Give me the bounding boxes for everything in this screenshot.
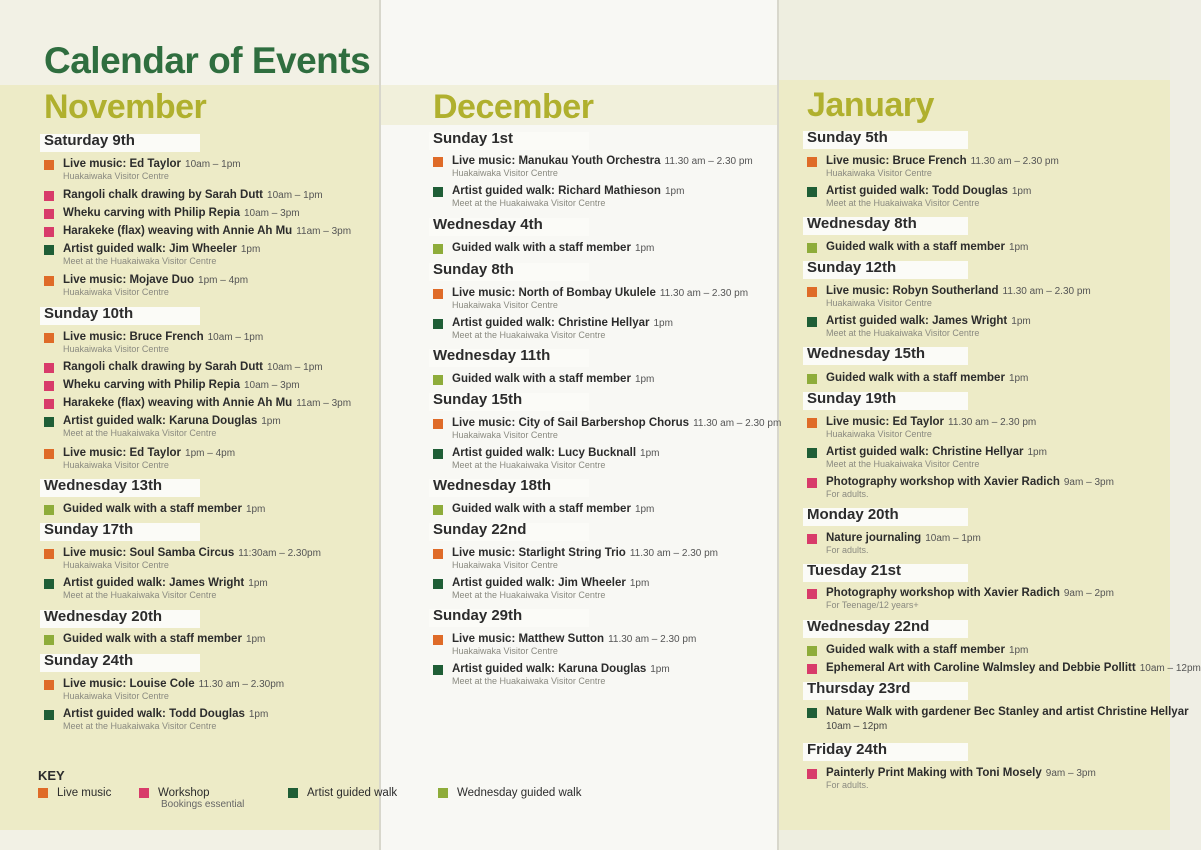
live-marker-icon	[44, 680, 54, 690]
event-title: Ephemeral Art with Caroline Walmsley and Debbie Pollitt	[826, 662, 1136, 674]
event-text	[63, 447, 235, 459]
event-time: 11.30 am – 2.30 pm	[948, 417, 1037, 428]
event-text	[826, 285, 1091, 297]
event-title: Nature journaling	[826, 532, 922, 544]
month-heading: January	[807, 86, 934, 124]
event-title: Guided walk with a staff member	[826, 372, 1005, 384]
live-marker-icon	[433, 289, 443, 299]
event-text	[826, 767, 1096, 779]
live-marker-icon	[44, 449, 54, 459]
event-time: 11.30 am – 2.30 pm	[693, 418, 782, 429]
event-title: Live music: Mojave Duo	[63, 274, 195, 286]
event-text	[63, 158, 241, 170]
event-text	[63, 207, 300, 219]
art-marker-icon	[433, 579, 443, 589]
walk-marker-icon	[807, 374, 817, 384]
event-location: Huakaiwaka Visitor Centre	[826, 298, 932, 308]
day-heading: Saturday 9th	[44, 132, 135, 149]
event-text	[826, 446, 1047, 458]
event-text	[63, 361, 323, 373]
page-title: Calendar of Events	[44, 40, 371, 81]
live-marker-icon	[433, 549, 443, 559]
event-title: Photography workshop with Xavier Radich	[826, 476, 1060, 488]
work-marker-icon	[44, 399, 54, 409]
day-heading: Wednesday 8th	[807, 215, 917, 232]
event-text	[63, 331, 263, 343]
day-heading: Monday 20th	[807, 506, 899, 523]
event-text	[452, 577, 649, 589]
event-text	[63, 415, 281, 427]
event-title: Painterly Print Making with Toni Mosely	[826, 767, 1042, 779]
event-text	[826, 587, 1114, 599]
event-time: 10am – 1pm	[267, 362, 323, 373]
event-time: 10am – 1pm	[925, 533, 981, 544]
event-location: Huakaiwaka Visitor Centre	[63, 171, 169, 181]
event-text	[63, 397, 351, 409]
work-marker-icon	[807, 478, 817, 488]
month-heading: December	[433, 88, 594, 126]
event-title: Artist guided walk: James Wright	[826, 315, 1008, 327]
event-title: Artist guided walk: Karuna Douglas	[63, 415, 258, 427]
fold-line	[379, 0, 381, 850]
event-time: 11:30am – 2.30pm	[238, 548, 321, 559]
event-time: 11am – 3pm	[296, 398, 352, 409]
event-text	[63, 633, 265, 645]
event-time: 1pm	[664, 186, 685, 197]
event-text	[826, 185, 1031, 197]
art-marker-icon	[44, 245, 54, 255]
event-text	[826, 416, 1036, 428]
live-marker-icon	[44, 160, 54, 170]
event-time: 9am – 2pm	[1063, 588, 1114, 599]
event-location: For adults.	[826, 780, 869, 790]
event-text	[452, 547, 718, 559]
event-text	[452, 633, 696, 645]
event-title: Artist guided walk: Lucy Bucknall	[452, 447, 637, 459]
event-location: Huakaiwaka Visitor Centre	[826, 429, 932, 439]
event-text	[452, 373, 654, 385]
wednesday-walk-swatch-icon	[438, 788, 448, 798]
event-time: 11.30 am – 2.30 pm	[608, 634, 697, 645]
event-location: Meet at the Huakaiwaka Visitor Centre	[452, 676, 606, 686]
live-marker-icon	[433, 419, 443, 429]
day-heading: Friday 24th	[807, 741, 888, 758]
event-time: 1pm	[1027, 447, 1047, 458]
live-marker-icon	[807, 418, 817, 428]
day-heading: Sunday 24th	[44, 652, 134, 669]
event-title: Live music: Ed Taylor	[63, 447, 182, 459]
event-time: 1pm	[1008, 242, 1029, 253]
event-text	[826, 706, 1189, 718]
day-heading: Wednesday 22nd	[807, 618, 930, 635]
event-title: Artist guided walk: Christine Hellyar	[452, 317, 650, 329]
live-marker-icon	[44, 549, 54, 559]
event-title: Photography workshop with Xavier Radich	[826, 587, 1060, 599]
walk-marker-icon	[807, 243, 817, 253]
event-title: Artist guided walk: Christine Hellyar	[826, 446, 1024, 458]
day-heading: Sunday 29th	[433, 607, 523, 624]
event-time: 1pm	[248, 578, 268, 589]
event-time: 11.30 am – 2.30 pm	[970, 156, 1059, 167]
event-title: Guided walk with a staff member	[826, 241, 1005, 253]
event-text	[452, 447, 660, 459]
event-title: Live music: Louise Cole	[63, 678, 195, 690]
event-location: Huakaiwaka Visitor Centre	[63, 344, 169, 354]
event-time: 1pm	[248, 709, 269, 720]
work-marker-icon	[44, 363, 54, 373]
event-time: 1pm – 4pm	[185, 448, 236, 459]
day-heading: Wednesday 18th	[433, 477, 552, 494]
day-heading: Tuesday 21st	[807, 562, 901, 579]
event-title: Live music: Manukau Youth Orchestra	[452, 155, 661, 167]
art-marker-icon	[807, 187, 817, 197]
event-time: 11.30 am – 2.30 pm	[1002, 286, 1091, 297]
live-marker-icon	[807, 287, 817, 297]
art-marker-icon	[433, 187, 443, 197]
event-title: Harakeke (flax) weaving with Annie Ah Mu	[63, 397, 293, 409]
event-title: Live music: Starlight String Trio	[452, 547, 626, 559]
event-location: Huakaiwaka Visitor Centre	[63, 560, 169, 570]
event-title: Live music: Bruce French	[826, 155, 967, 167]
walk-marker-icon	[433, 244, 443, 254]
event-time: 1pm	[245, 504, 266, 515]
event-text	[452, 317, 673, 329]
event-time: 1pm	[1008, 645, 1029, 656]
event-title: Rangoli chalk drawing by Sarah Dutt	[63, 189, 264, 201]
event-text	[826, 476, 1114, 488]
event-title: Nature Walk with gardener Bec Stanley and artist Christine Hellyar	[826, 706, 1189, 718]
walk-marker-icon	[44, 635, 54, 645]
event-title: Guided walk with a staff member	[452, 242, 631, 254]
work-marker-icon	[807, 769, 817, 779]
event-location: Meet at the Huakaiwaka Visitor Centre	[826, 328, 980, 338]
day-heading: Sunday 19th	[807, 390, 897, 407]
art-marker-icon	[44, 710, 54, 720]
event-text	[452, 417, 781, 429]
event-text	[63, 274, 248, 286]
event-time: 1pm	[245, 634, 266, 645]
event-title: Artist guided walk: Todd Douglas	[63, 708, 245, 720]
day-heading: Sunday 8th	[433, 261, 514, 278]
work-marker-icon	[807, 664, 817, 674]
art-marker-icon	[433, 319, 443, 329]
event-time: 11.30 am – 2.30 pm	[629, 548, 719, 559]
event-location: Meet at the Huakaiwaka Visitor Centre	[63, 721, 217, 731]
live-music-swatch-icon	[38, 788, 48, 798]
art-marker-icon	[44, 579, 54, 589]
day-heading: Sunday 10th	[44, 305, 134, 322]
event-text	[826, 241, 1028, 253]
event-time: 1pm – 4pm	[198, 275, 249, 286]
event-title: Rangoli chalk drawing by Sarah Dutt	[63, 361, 264, 373]
art-marker-icon	[807, 448, 817, 458]
art-marker-icon	[44, 417, 54, 427]
live-marker-icon	[433, 157, 443, 167]
event-text	[63, 577, 268, 589]
event-title: Live music: Robyn Southerland	[826, 285, 999, 297]
day-heading: Wednesday 20th	[44, 608, 163, 625]
event-title: Live music: Ed Taylor	[826, 416, 945, 428]
event-text	[63, 708, 268, 720]
event-time: 1pm	[629, 578, 650, 589]
event-time: 11.30 am – 2.30pm	[198, 679, 285, 690]
event-text	[452, 185, 684, 197]
event-title: Live music: Ed Taylor	[63, 158, 182, 170]
event-time: 1pm	[634, 504, 655, 515]
event-text	[63, 678, 284, 690]
live-marker-icon	[44, 276, 54, 286]
event-location: Huakaiwaka Visitor Centre	[63, 691, 169, 701]
day-heading: Sunday 17th	[44, 521, 134, 538]
walk-marker-icon	[44, 505, 54, 515]
walk-marker-icon	[433, 505, 443, 515]
event-location: Meet at the Huakaiwaka Visitor Centre	[826, 459, 980, 469]
work-marker-icon	[807, 589, 817, 599]
event-text	[452, 287, 748, 299]
event-title: Guided walk with a staff member	[63, 633, 242, 645]
event-title: Artist guided walk: Karuna Douglas	[452, 663, 647, 675]
event-time: 1pm	[1008, 373, 1029, 384]
event-location: For Teenage/12 years+	[826, 600, 919, 610]
event-time: 1pm	[1011, 186, 1032, 197]
event-title: Live music: City of Sail Barbershop Chorus	[452, 417, 690, 429]
art-marker-icon	[807, 317, 817, 327]
event-title: Wheku carving with Philip Repia	[63, 207, 240, 219]
event-time: 9am – 3pm	[1063, 477, 1114, 488]
event-location: For adults.	[826, 545, 869, 555]
event-text	[452, 663, 670, 675]
live-marker-icon	[44, 333, 54, 343]
event-location: Meet at the Huakaiwaka Visitor Centre	[452, 198, 606, 208]
event-title: Artist guided walk: Richard Mathieson	[452, 185, 661, 197]
live-marker-icon	[807, 157, 817, 167]
day-heading: Wednesday 4th	[433, 216, 543, 233]
event-location: Huakaiwaka Visitor Centre	[826, 168, 932, 178]
event-location: 10am – 12pm	[826, 721, 888, 732]
event-location: Huakaiwaka Visitor Centre	[452, 646, 558, 656]
event-title: Guided walk with a staff member	[452, 373, 631, 385]
event-text	[826, 372, 1028, 384]
event-time: 10am – 1pm	[267, 190, 323, 201]
work-marker-icon	[44, 209, 54, 219]
event-time: 9am – 3pm	[1045, 768, 1096, 779]
work-marker-icon	[44, 381, 54, 391]
event-title: Live music: North of Bombay Ukulele	[452, 287, 656, 299]
event-text	[63, 243, 260, 255]
event-text	[63, 379, 300, 391]
art-marker-icon	[807, 708, 817, 718]
event-text	[63, 225, 351, 237]
day-heading: Sunday 1st	[433, 130, 514, 147]
event-time: 1pm	[634, 374, 655, 385]
event-text	[452, 242, 654, 254]
event-time: 11am – 3pm	[296, 226, 352, 237]
event-text	[826, 315, 1031, 327]
event-title: Artist guided walk: Jim Wheeler	[63, 243, 237, 255]
event-time: 1pm	[634, 243, 655, 254]
event-location: Meet at the Huakaiwaka Visitor Centre	[452, 590, 606, 600]
artist-walk-swatch-icon	[288, 788, 298, 798]
day-heading: Sunday 5th	[807, 129, 888, 146]
event-time: 1pm	[653, 318, 673, 329]
event-text	[63, 547, 321, 559]
event-time: 10am – 1pm	[207, 332, 264, 343]
event-title: Artist guided walk: Jim Wheeler	[452, 577, 626, 589]
event-time: 11.30 am – 2.30 pm	[664, 156, 753, 167]
event-title: Live music: Soul Samba Circus	[63, 547, 235, 559]
event-location: Meet at the Huakaiwaka Visitor Centre	[826, 198, 980, 208]
day-heading: Wednesday 13th	[44, 477, 163, 494]
event-text	[452, 503, 654, 515]
event-title: Artist guided walk: James Wright	[63, 577, 245, 589]
walk-marker-icon	[433, 375, 443, 385]
art-marker-icon	[433, 665, 443, 675]
event-location: Huakaiwaka Visitor Centre	[63, 460, 169, 470]
event-text	[826, 155, 1059, 167]
day-heading: Sunday 15th	[433, 391, 523, 408]
workshop-swatch-icon	[139, 788, 149, 798]
event-text	[826, 662, 1201, 674]
event-text	[826, 644, 1028, 656]
event-location: Meet at the Huakaiwaka Visitor Centre	[63, 590, 217, 600]
event-title: Guided walk with a staff member	[63, 503, 242, 515]
event-title: Guided walk with a staff member	[452, 503, 631, 515]
event-time: 1pm	[240, 244, 261, 255]
event-text	[452, 155, 753, 167]
event-location: Huakaiwaka Visitor Centre	[452, 168, 558, 178]
walk-marker-icon	[807, 646, 817, 656]
event-location: Huakaiwaka Visitor Centre	[63, 287, 169, 297]
event-title: Live music: Matthew Sutton	[452, 633, 605, 645]
work-marker-icon	[44, 191, 54, 201]
event-location: Meet at the Huakaiwaka Visitor Centre	[452, 330, 606, 340]
event-title: Artist guided walk: Todd Douglas	[826, 185, 1008, 197]
event-title: Live music: Bruce French	[63, 331, 204, 343]
event-location: Huakaiwaka Visitor Centre	[452, 560, 558, 570]
event-time: 10am – 3pm	[244, 208, 300, 219]
event-time: 10am – 1pm	[185, 159, 241, 170]
work-marker-icon	[44, 227, 54, 237]
event-text	[63, 189, 323, 201]
day-heading: Sunday 22nd	[433, 521, 527, 538]
event-time: 10am – 3pm	[244, 380, 300, 391]
event-location: Meet at the Huakaiwaka Visitor Centre	[63, 256, 217, 266]
event-location: Meet at the Huakaiwaka Visitor Centre	[452, 460, 606, 470]
event-time: 10am – 12pm	[1139, 663, 1201, 674]
art-marker-icon	[433, 449, 443, 459]
live-marker-icon	[433, 635, 443, 645]
event-text	[63, 503, 265, 515]
event-location: Huakaiwaka Visitor Centre	[452, 430, 558, 440]
event-time: 11.30 am – 2.30 pm	[659, 288, 749, 299]
event-location: Meet at the Huakaiwaka Visitor Centre	[63, 428, 217, 438]
key-title: KEY	[38, 768, 65, 783]
month-heading: November	[44, 88, 207, 126]
event-title: Harakeke (flax) weaving with Annie Ah Mu	[63, 225, 293, 237]
event-title: Guided walk with a staff member	[826, 644, 1005, 656]
day-heading: Wednesday 11th	[433, 347, 551, 364]
event-time: 1pm	[650, 664, 670, 675]
event-time: 1pm	[261, 416, 281, 427]
work-marker-icon	[807, 534, 817, 544]
event-text	[826, 532, 981, 544]
event-title: Wheku carving with Philip Repia	[63, 379, 240, 391]
event-location: Huakaiwaka Visitor Centre	[452, 300, 558, 310]
event-time: 1pm	[640, 448, 660, 459]
event-location: For adults.	[826, 489, 869, 499]
event-time: 1pm	[1011, 316, 1031, 327]
day-heading: Wednesday 15th	[807, 345, 926, 362]
day-heading: Thursday 23rd	[807, 680, 911, 697]
day-heading: Sunday 12th	[807, 259, 897, 276]
